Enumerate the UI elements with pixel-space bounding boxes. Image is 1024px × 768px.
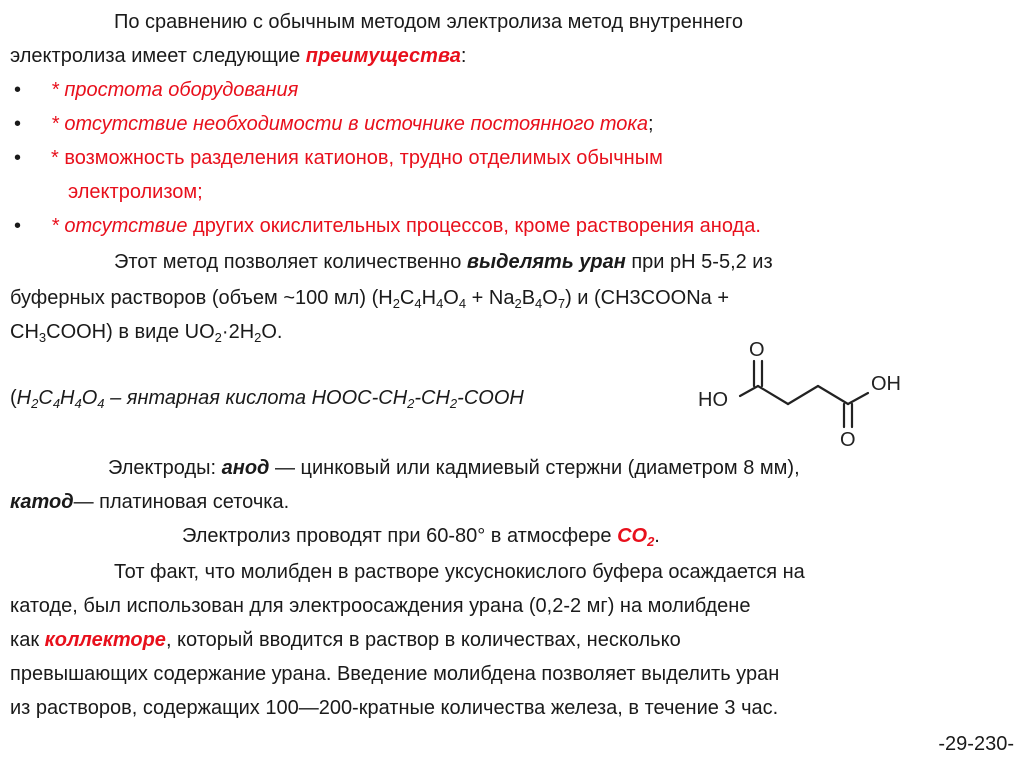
molybdenum-line-2: катоде, был использован для электроосаждения урана (0,2-2 мг) на молибдене	[10, 595, 751, 617]
intro-line-2: электролиза имеет следующие преимущества:	[10, 45, 467, 67]
molybdenum-line-4: превышающих содержание урана. Введение молибдена позволяет выделить уран	[10, 663, 780, 685]
anode-word: анод	[221, 457, 270, 479]
extract-uranium-phrase: выделять уран	[466, 251, 626, 273]
bullet-marker: •	[14, 113, 22, 135]
intro-line-1: По сравнению с обычным методом электролиза метод внутреннего	[114, 11, 743, 33]
bullet-item-3-line-1: * возможность разделения катионов, трудно отделимых обычным	[51, 147, 663, 169]
cathode-word: катод	[10, 491, 74, 513]
bullet-item-2: * отсутствие необходимости в источнике постоянного тока;	[51, 113, 654, 135]
electrodes-line-1: Электроды: анод — цинковый или кадмиевый стержни (диаметром 8 мм),	[108, 457, 800, 479]
hydroxyl-label-left: HO	[698, 389, 728, 411]
bullet-item-1: * простота оборудования	[51, 79, 299, 101]
bullet-item-4: * отсутствие других окислительных процессов, кроме растворения анода.	[51, 215, 761, 237]
electrolysis-conditions-line: Электролиз проводят при 60-80° в атмосфере $CO_2$.	[182, 525, 660, 549]
carbonyl-oxygen-bottom: O	[840, 429, 856, 451]
advantages-word: преимущества	[305, 45, 461, 67]
succinic-acid-structure	[690, 334, 926, 452]
bullet-marker: •	[14, 79, 22, 101]
hydroxyl-label-right: OH	[871, 373, 901, 395]
bullet-marker: •	[14, 215, 22, 237]
carbonyl-oxygen-top: O	[749, 339, 765, 361]
co2-formula: $CO_2$	[617, 525, 655, 549]
uranium-line-1: Этот метод позволяет количественно выделять уран при pH 5-5,2 из	[114, 251, 773, 273]
page-number: -29-230-	[938, 733, 1014, 755]
electrodes-line-2: катод— платиновая сеточка.	[10, 491, 290, 513]
succinic-acid-line: ($H_2C_4H_4O_4$ – янтарная кислота HOOC-$CH_2-CH_2$-COOH	[10, 387, 524, 411]
molybdenum-line-5: из растворов, содержащих 100—200-кратные количества железа, в течение 3 час.	[10, 697, 779, 719]
collector-word: коллекторе	[44, 629, 166, 651]
uranium-line-3: $CH_3COOH$) в виде $UO_2\cdot 2H_2O$.	[10, 321, 283, 345]
molybdenum-line-1: Тот факт, что молибден в растворе уксуснокислого буфера осаждается на	[114, 561, 805, 583]
bullet-item-3-line-2: электролизом;	[68, 181, 203, 203]
molybdenum-line-3: как коллекторе, который вводится в раствор в количествах, несколько	[10, 629, 681, 651]
uranium-line-2: буферных растворов (объем ~100 мл) $(H_2C_4H_4O_4 + Na_2B_4O_7)$ и (CH3COONa +	[10, 287, 730, 311]
bullet-marker: •	[14, 147, 22, 169]
